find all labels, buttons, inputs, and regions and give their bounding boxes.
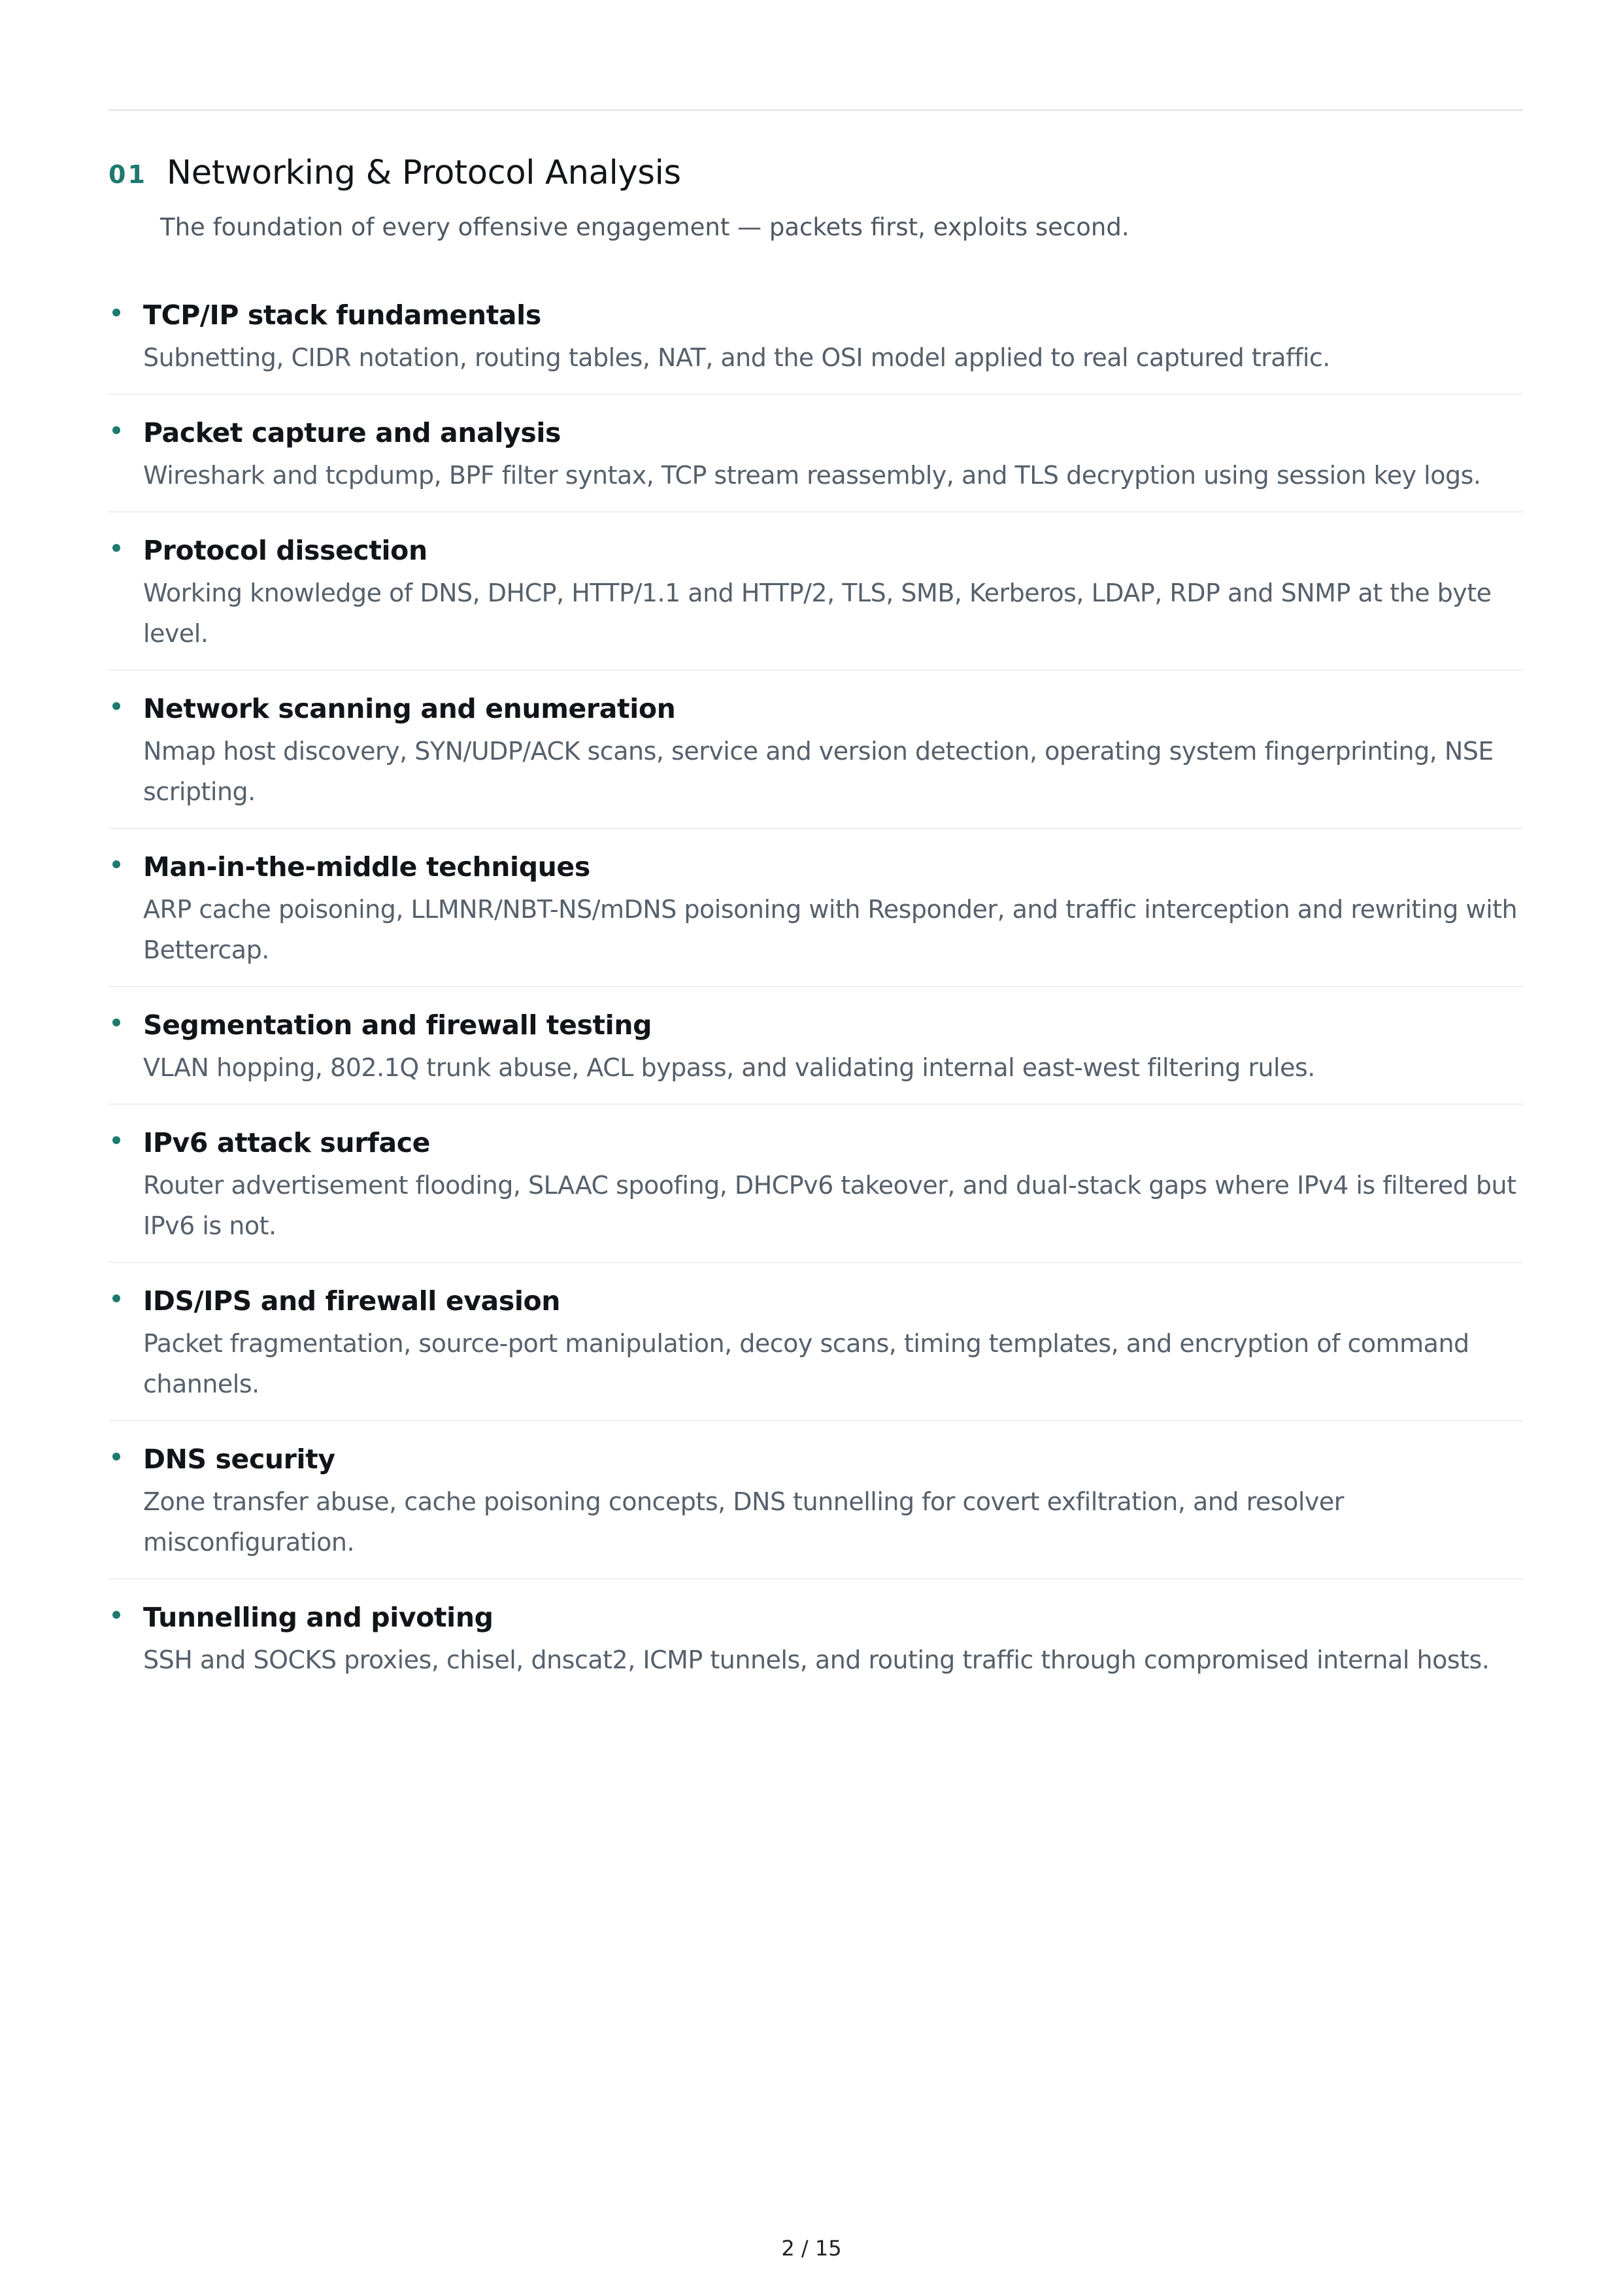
list-item <box>109 1437 1523 1579</box>
list-item <box>109 845 1523 987</box>
bullet-dot-icon <box>112 544 120 552</box>
item-title: TCP/IP stack fundamentals <box>143 299 541 331</box>
bullet-dot-icon <box>112 426 120 434</box>
list-item <box>109 1595 1523 1696</box>
item-description: Packet fragmentation, source-port manipulation, decoy scans, timing templates, and encryption of command channels. <box>143 1329 1469 1398</box>
list-item <box>109 686 1523 829</box>
top-divider <box>109 109 1523 111</box>
list-item <box>109 1279 1523 1421</box>
bullet-dot-icon <box>112 309 120 316</box>
item-description: Subnetting, CIDR notation, routing tables, NAT, and the OSI model applied to real captured traffic. <box>143 343 1330 372</box>
bullet-dot-icon <box>112 1019 120 1026</box>
item-title: Protocol dissection <box>143 535 427 566</box>
bullet-dot-icon <box>112 702 120 710</box>
topic-list <box>109 293 1523 1712</box>
item-title: Segmentation and firewall testing <box>143 1009 652 1041</box>
list-item <box>109 1121 1523 1263</box>
item-description: ARP cache poisoning, LLMNR/NBT-NS/mDNS poisoning with Responder, and traffic interception and rewriting with Bettercap. <box>143 895 1518 964</box>
page-number: 2 / 15 <box>781 2236 842 2261</box>
item-description: Nmap host discovery, SYN/UDP/ACK scans, service and version detection, operating system fingerprinting, NSE scripting. <box>143 737 1494 806</box>
bullet-dot-icon <box>112 1294 120 1302</box>
list-item <box>109 411 1523 513</box>
list-item <box>109 528 1523 671</box>
section-number: 01 <box>109 160 147 189</box>
item-description: SSH and SOCKS proxies, chisel, dnscat2, ICMP tunnels, and routing traffic through compromised internal hosts. <box>143 1646 1490 1674</box>
item-description: VLAN hopping, 802.1Q trunk abuse, ACL bypass, and validating internal east-west filtering rules. <box>143 1053 1315 1082</box>
section-title: Networking & Protocol Analysis <box>166 153 681 192</box>
item-title: IDS/IPS and firewall evasion <box>143 1285 561 1317</box>
item-description: Zone transfer abuse, cache poisoning concepts, DNS tunnelling for covert exfiltration, and resolver misconfiguration. <box>143 1487 1344 1557</box>
item-title: Network scanning and enumeration <box>143 693 676 724</box>
item-description: Router advertisement flooding, SLAAC spoofing, DHCPv6 takeover, and dual-stack gaps where IPv4 is filtered but IPv6 is not. <box>143 1171 1516 1240</box>
section-subtitle: The foundation of every offensive engagement — packets first, exploits second. <box>160 213 1129 241</box>
bullet-dot-icon <box>112 860 120 868</box>
section-header <box>109 149 681 196</box>
item-title: IPv6 attack surface <box>143 1127 431 1158</box>
list-item <box>109 293 1523 395</box>
bullet-dot-icon <box>112 1453 120 1460</box>
item-description: Wireshark and tcpdump, BPF filter syntax, TCP stream reassembly, and TLS decryption using session key logs. <box>143 461 1481 490</box>
item-description: Working knowledge of DNS, DHCP, HTTP/1.1 and HTTP/2, TLS, SMB, Kerberos, LDAP, RDP and SNMP at the byte level. <box>143 579 1492 648</box>
item-title: DNS security <box>143 1443 335 1475</box>
item-title: Man-in-the-middle techniques <box>143 851 590 883</box>
bullet-dot-icon <box>112 1136 120 1144</box>
item-title: Tunnelling and pivoting <box>143 1602 494 1633</box>
list-item <box>109 1003 1523 1105</box>
item-title: Packet capture and analysis <box>143 417 561 448</box>
bullet-dot-icon <box>112 1611 120 1619</box>
